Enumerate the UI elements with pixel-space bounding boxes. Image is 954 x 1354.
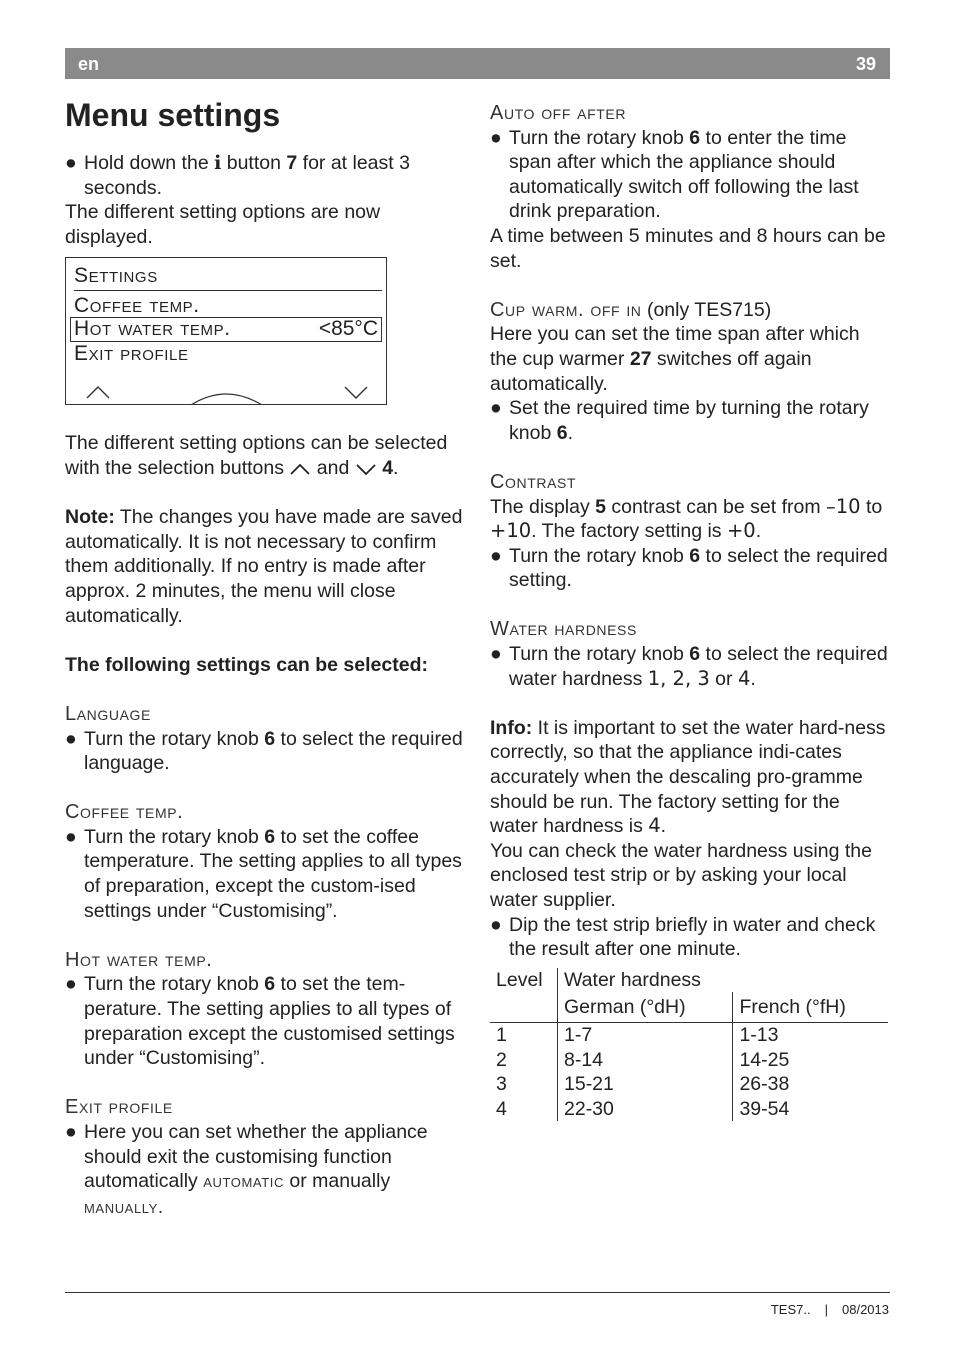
page-header-bar [65, 48, 890, 79]
text: Turn the rotary knob [509, 643, 690, 666]
ref-number: 6 [689, 643, 701, 666]
bullet-dot: ● [65, 973, 77, 996]
water-hardness-bullet [490, 642, 890, 691]
bullet-dot: ● [65, 727, 77, 750]
page-title: Menu settings [65, 97, 281, 133]
cell-french: 1-13 [733, 1022, 888, 1047]
text: to select the required language. [84, 727, 463, 775]
table-row [490, 1072, 888, 1097]
language-code: en [78, 54, 100, 74]
header-level-blank [490, 992, 558, 1022]
cell-german: 8-14 [558, 1048, 733, 1073]
text: or [709, 667, 738, 690]
display-title: Settings [74, 264, 382, 291]
text: switches off again automatically. [490, 347, 812, 395]
text: Turn the rotary knob [509, 544, 690, 567]
text: . [660, 815, 667, 838]
heading-text: Cup warm. off in [490, 298, 642, 321]
contrast-max: +10 [490, 519, 532, 543]
text: to select the required water hardness [509, 643, 888, 690]
info-button-icon: i [214, 152, 222, 174]
ref-number: 6 [556, 421, 568, 444]
text: Turn the rotary knob [84, 727, 265, 750]
bullet-dot: ● [490, 544, 502, 567]
ref-number: 5 [595, 495, 606, 518]
text: . [750, 667, 756, 690]
text: Hold down the [84, 152, 215, 174]
option-automatic: automatic [203, 1171, 284, 1193]
info-label: Info: [490, 716, 533, 739]
text: Set the required time by turning the rotary knob [509, 397, 869, 444]
note-paragraph [65, 505, 465, 628]
heading-suffix: (only TES715) [641, 298, 772, 321]
exit-profile-heading: Exit profile [65, 1096, 173, 1119]
rotary-knob-arc [191, 394, 262, 404]
bullet-dot: ● [490, 913, 502, 936]
text: . [755, 520, 762, 543]
ref-number: 4 [382, 456, 394, 479]
table-row [490, 1097, 888, 1122]
footer-divider [65, 1292, 890, 1293]
bullet-dot: ● [65, 1121, 77, 1143]
text: to enter the time span after which the appliance should automatically switch off following the last drink preparation. [509, 126, 859, 223]
auto-off-bullet [490, 126, 890, 224]
cup-warm-bullet [490, 396, 890, 445]
info-paragraph-2: You can check the water hardness using the enclosed test strip or by asking your local water supplier. [490, 839, 872, 911]
cell-level: 3 [496, 1073, 507, 1096]
header-french: French (°fH) [733, 992, 888, 1022]
following-heading [65, 653, 465, 678]
text: to set the coffee temperature. The setting applies to all types of preparation, except the custom-ised settings under “Customising”. [84, 825, 462, 922]
cell-french: 39-54 [733, 1097, 888, 1122]
header-level: Level [496, 968, 543, 991]
page-number: 39 [855, 54, 876, 74]
header-german: German (°dH) [558, 992, 733, 1022]
text: . [393, 456, 399, 479]
language-bullet [65, 727, 465, 776]
text: to select the required setting. [509, 544, 888, 592]
test-strip-bullet [490, 913, 890, 962]
water-hardness-table [490, 968, 888, 1122]
left-column [65, 95, 465, 1220]
intro-paragraph: The different setting options are now displayed. [65, 201, 381, 248]
text: . [567, 421, 573, 444]
cell-german: 15-21 [558, 1072, 733, 1097]
cup-warm-paragraph [490, 322, 890, 396]
settings-display [65, 257, 387, 405]
display-row-value: <85°C [318, 317, 378, 341]
exit-profile-bullet [65, 1120, 465, 1220]
text: and [311, 456, 355, 479]
text: Turn the rotary knob [84, 825, 265, 848]
bullet-dot: ● [65, 825, 77, 848]
ref-number: 6 [264, 727, 276, 750]
factory-hardness: 4 [648, 814, 661, 838]
auto-off-paragraph: A time between 5 minutes and 8 hours can be set. [490, 224, 886, 272]
text: Here you can set whether the appliance should exit the customising function automatically [84, 1121, 428, 1193]
text: Here you can set the time span after which the cup warmer [490, 323, 860, 370]
text: contrast can be set from [606, 495, 827, 518]
cell-level: 2 [496, 1048, 507, 1071]
bullet-dot: ● [65, 152, 77, 174]
contrast-bullet [490, 544, 890, 593]
cell-german: 22-30 [558, 1097, 733, 1122]
footer-date: 08/2013 [842, 1302, 889, 1317]
text: The changes you have made are saved automatically. It is not necessary to confirm them additionally. If no entry is made after approx. 2 minutes, the menu will close automatically. [65, 506, 463, 627]
ref-number: 7 [286, 152, 298, 174]
cup-warm-heading [490, 298, 890, 323]
down-arrow-icon [355, 462, 377, 476]
text: Dip the test strip briefly in water and check the result after one minute. [509, 913, 876, 961]
up-arrow-icon [87, 387, 109, 398]
text: Turn the rotary knob [509, 126, 690, 149]
cell-french: 26-38 [733, 1072, 888, 1097]
bullet-dot: ● [490, 126, 502, 149]
ref-number: 27 [629, 347, 652, 370]
hot-water-bullet [65, 972, 465, 1070]
text: or manually [283, 1170, 391, 1193]
text: to [860, 495, 883, 518]
contrast-paragraph [490, 495, 890, 544]
table-subheader-row [490, 992, 888, 1022]
intro-bullet [65, 151, 465, 200]
contrast-factory: +0 [726, 519, 756, 543]
display-row-label: Hot water temp. [74, 317, 231, 341]
text: . The factory setting is [531, 520, 727, 543]
footer-model: TES7.. [770, 1302, 811, 1317]
display-row-exit-profile: Exit profile [74, 342, 189, 366]
text: The different setting options can be selected with the selection buttons [65, 432, 448, 479]
display-arrows-graphic [66, 258, 386, 404]
note-label: Note: [65, 506, 115, 529]
table-row [490, 1048, 888, 1073]
info-paragraph [490, 716, 890, 839]
cell-german: 1-7 [558, 1022, 733, 1047]
text: The display [490, 495, 596, 518]
option-manually: manually. [84, 1196, 164, 1218]
cell-french: 14-25 [733, 1048, 888, 1073]
coffee-temp-heading: Coffee temp. [65, 801, 184, 824]
contrast-heading: Contrast [490, 470, 577, 493]
bullet-dot: ● [490, 397, 502, 420]
header-water-hardness: Water hardness [558, 968, 889, 993]
ref-number: 6 [689, 544, 701, 567]
right-column [490, 101, 890, 1121]
text: It is important to set the water hard-ness correctly, so that the appliance indi-cates accurately when the descaling pro-gramme should be run. The factory setting for the water hardness is [490, 716, 886, 838]
down-arrow-icon [345, 387, 367, 398]
water-hardness-heading: Water hardness [490, 618, 637, 641]
hot-water-heading: Hot water temp. [65, 948, 213, 971]
footer [771, 1298, 889, 1323]
ref-number: 6 [264, 973, 276, 996]
coffee-temp-bullet [65, 825, 465, 923]
contrast-min: –10 [826, 494, 861, 518]
selection-paragraph [65, 431, 465, 480]
hardness-value-last: 4 [737, 666, 751, 690]
cell-level: 4 [496, 1097, 507, 1120]
text: to set the tem-perature. The setting applies to all types of preparation except the customised settings under “Customising”. [84, 973, 455, 1070]
bullet-dot: ● [490, 643, 502, 666]
cell-level: 1 [496, 1023, 507, 1046]
text: button [221, 152, 287, 174]
auto-off-heading: Auto off after [490, 102, 627, 124]
ref-number: 6 [264, 825, 276, 848]
display-row-coffee-temp: Coffee temp. [74, 294, 200, 318]
language-heading: Language [65, 702, 151, 725]
ref-number: 6 [689, 126, 701, 149]
text: Turn the rotary knob [84, 973, 265, 996]
hardness-values: 1, 2, 3 [647, 666, 710, 690]
text: The following settings can be selected: [65, 653, 428, 676]
footer-separator: | [824, 1302, 828, 1317]
table-header-row [490, 968, 888, 993]
text: for at least 3 seconds. [84, 152, 410, 199]
up-arrow-icon [289, 462, 311, 476]
table-row [490, 1022, 888, 1047]
